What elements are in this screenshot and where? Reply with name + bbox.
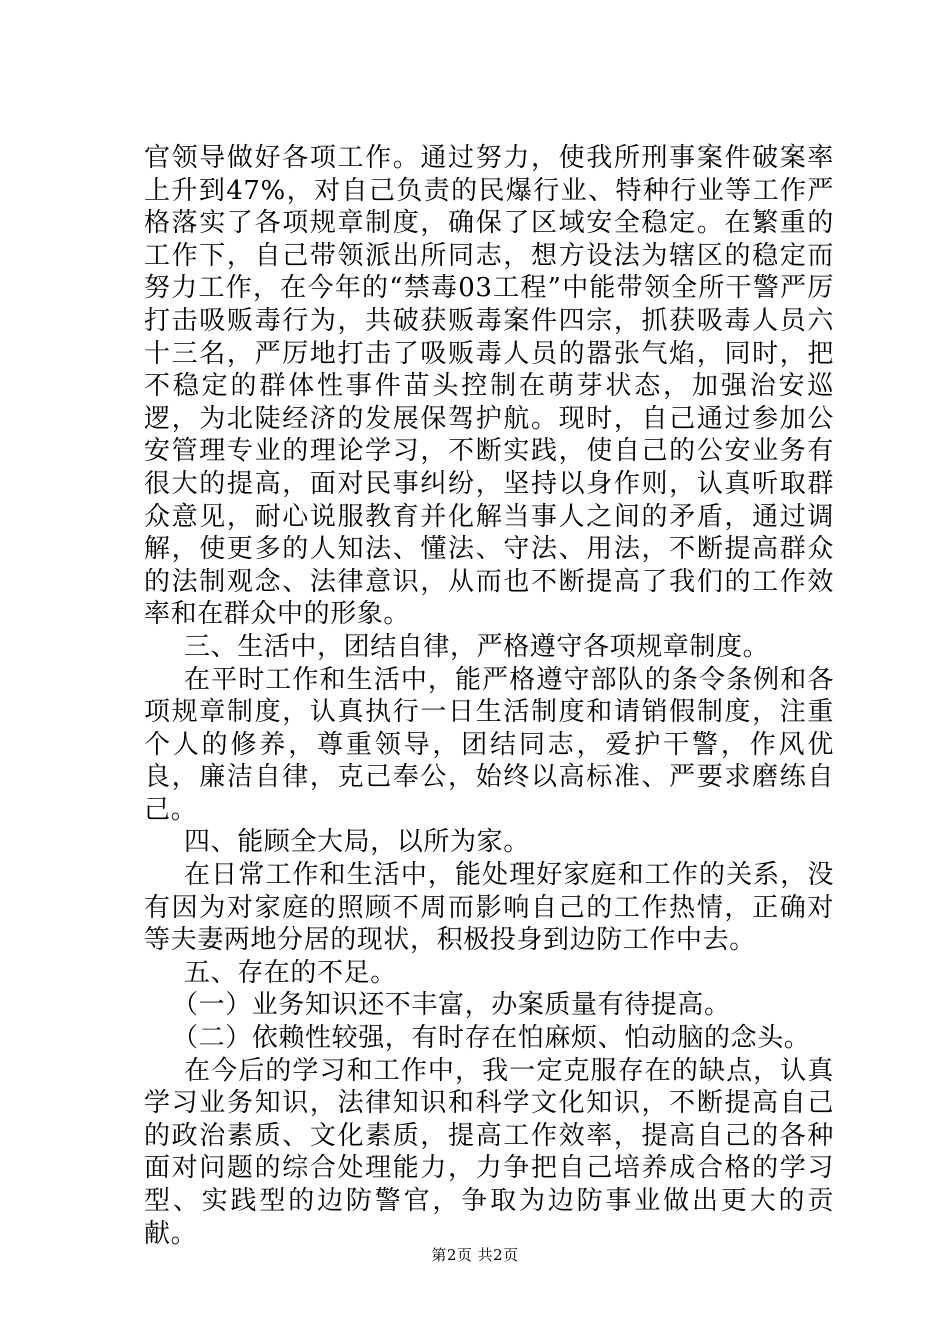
shortcoming-item-2: （二）依赖性较强，有时存在怕麻烦、怕动脑的念头。 (172, 1023, 811, 1054)
shortcoming-item-1: （一）业务知识还不丰富，办案质量有待提高。 (172, 990, 731, 1021)
body-paragraph-conclusion: 在今后的学习和工作中，我一定克服存在的缺点，认真学习业务知识，法律知识和科学文化知识，不断提高自己的政治素质、文化素质，提高工作效率，提高自己的各种面对问题的综合处理能力，力争把自己培养成合格的学习型、实践型的边防警官，争取为边防事业做出更大的贡献。 (144, 1055, 834, 1249)
body-paragraph-continuation: 官领导做好各项工作。通过努力，使我所刑事案件破案率上升到47%，对自己负责的民爆行业、特种行业等工作严格落实了各项规章制度，确保了区域安全稳定。在繁重的工作下，自己带领派出所同志，想方设法为辖区的稳定而努力工作，在今年的“禁毒03工程”中能带领全所干警严厉打击吸贩毒行为，共破获贩毒案件四宗，抓获吸毒人员六十三名，严厉地打击了吸贩毒人员的嚣张气焰，同时，把不稳定的群体性事件苗头控制在萌芽状态，加强治安巡逻，为北陡经济的发展保驾护航。现时，自己通过参加公安管理专业的理论学习，不断实践，使自己的公安业务有很大的提高，面对民事纠纷，坚持以身作则，认真听取群众意见，耐心说服教育并化解当事人之间的矛盾，通过调解，使更多的人知法、懂法、守法、用法，不断提高群众的法制观念、法律意识，从而也不断提高了我们的工作效率和在群众中的形象。 (144, 143, 834, 630)
document-body (144, 142, 834, 1250)
section-heading-four: 四、能顾全大局，以所为家。 (184, 827, 530, 858)
page-footer: 第2页 共2页 (431, 1246, 519, 1264)
section-heading-five: 五、存在的不足。 (184, 957, 397, 988)
body-paragraph-discipline: 在平时工作和生活中，能严格遵守部队的条令条例和各项规章制度，认真执行一日生活制度和请销假制度，注重个人的修养，尊重领导，团结同志，爱护干警，作风优良，廉洁自律，克己奉公，始终以高标准、严要求磨练自己。 (144, 664, 834, 825)
body-paragraph-family: 在日常工作和生活中，能处理好家庭和工作的关系，没有因为对家庭的照顾不周而影响自己的工作热情，正确对等夫妻两地分居的现状，积极投身到边防工作中去。 (144, 860, 834, 956)
section-heading-three: 三、生活中，团结自律，严格遵守各项规章制度。 (184, 631, 770, 662)
